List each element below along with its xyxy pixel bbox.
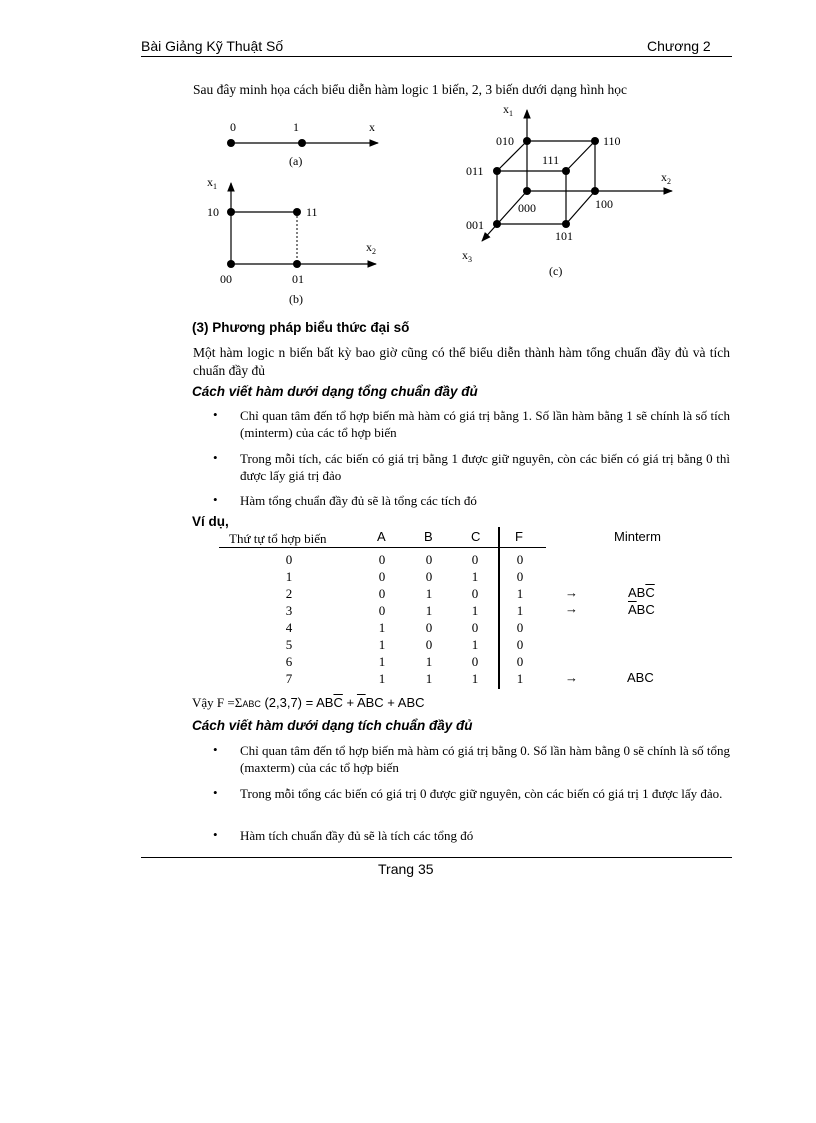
header-title: Bài Giảng Kỹ Thuật Số — [141, 38, 284, 54]
minterm-2: $AB\overline{C}$ — [628, 585, 655, 600]
fig-c-label-110: 110 — [603, 134, 621, 148]
fig-a-caption: (a) — [289, 154, 303, 168]
minterm-arrow-2: → — [565, 585, 578, 600]
table-cell-c: 1 — [471, 603, 479, 618]
fig-a-label-0: 0 — [230, 120, 236, 134]
table-cell-f: 1 — [516, 586, 524, 601]
bullet-glyph: • — [213, 407, 218, 422]
col-header-b: B — [424, 529, 433, 544]
fig-c-vertex-000 — [523, 187, 531, 195]
fig-c-vertex-010 — [523, 137, 531, 145]
table-cell-b: 0 — [425, 637, 433, 652]
col-header-c: C — [471, 529, 481, 544]
geometry-figures — [0, 0, 816, 320]
intro-text: Sau đây minh họa cách biểu diễn hàm logic 1 biến, 2, 3 biến dưới dạng hình học — [193, 82, 627, 97]
fig-b-label-00: 00 — [220, 272, 232, 286]
fig-c-axis-x3 — [482, 191, 527, 241]
table-cell-c: 0 — [471, 654, 479, 669]
table-cell-i: 3 — [285, 603, 293, 618]
table-cell-b: 1 — [425, 654, 433, 669]
table-cell-c: 1 — [471, 671, 479, 686]
col-header-f: F — [515, 529, 523, 544]
sum-bullet-3: Hàm tổng chuẩn đầy đủ sẽ là tổng các tích đó — [240, 493, 477, 508]
table-cell-a: 0 — [378, 586, 386, 601]
table-cell-i: 1 — [285, 569, 293, 584]
col-header-a: A — [377, 529, 386, 544]
fig-c-label-111: 111 — [542, 153, 560, 167]
col-header-minterm: Minterm — [614, 529, 661, 544]
table-cell-i: 4 — [285, 620, 293, 635]
fig-c-vertex-110 — [591, 137, 599, 145]
table-cell-f: 0 — [516, 637, 524, 652]
fig-c-label-101: 101 — [555, 229, 573, 243]
fig-b-point-11 — [293, 208, 301, 216]
fig-c-label-x2: $x_2$ — [661, 170, 671, 186]
fig-b-label-11: 11 — [306, 205, 318, 219]
result-expression: Vậy F =ΣABC $(2,3,7) = AB\overline{C} + \overline{A}BC$ + ABC — [192, 695, 425, 710]
col-header-order: Thứ tự tổ hợp biến — [229, 531, 327, 546]
table-cell-b: 0 — [425, 620, 433, 635]
table-cell-i: 7 — [285, 671, 293, 686]
table-cell-c: 1 — [471, 637, 479, 652]
fig-c-vertex-101 — [562, 220, 570, 228]
table-cell-f: 1 — [516, 671, 524, 686]
section-title: (3) Phương pháp biểu thức đại số — [192, 320, 410, 335]
table-cell-c: 0 — [471, 552, 479, 567]
fig-c-vertex-100 — [591, 187, 599, 195]
table-cell-a: 0 — [378, 552, 386, 567]
footer-divider — [141, 857, 732, 858]
table-header-rule — [219, 547, 546, 548]
table-cell-f: 0 — [516, 620, 524, 635]
fig-b-point-10 — [227, 208, 235, 216]
fig-c-label-x1: $x_1$ — [503, 102, 513, 118]
table-cell-a: 1 — [378, 654, 386, 669]
figure-b — [207, 175, 376, 306]
fig-c-label-000: 000 — [518, 201, 536, 215]
bullet-glyph: • — [213, 827, 218, 842]
fig-b-label-x1: $x_1$ — [207, 175, 217, 191]
table-cell-i: 6 — [285, 654, 293, 669]
page-number: Trang 35 — [378, 861, 434, 877]
fig-c-label-010: 010 — [496, 134, 514, 148]
bullet-glyph: • — [213, 450, 218, 465]
sum-form-heading: Cách viết hàm dưới dạng tổng chuẩn đầy đủ — [192, 384, 478, 399]
prod-bullet-2: Trong mỗi tổng các biến có giá trị 0 được giữ nguyên, còn các biến có giá trị 1 được lấy đảo. — [240, 786, 723, 801]
header-chapter: Chương 2 — [647, 38, 711, 54]
table-cell-b: 0 — [425, 569, 433, 584]
fig-b-label-10: 10 — [207, 205, 219, 219]
table-cell-a: 1 — [378, 671, 386, 686]
fig-b-caption: (b) — [289, 292, 303, 306]
table-cell-i: 5 — [285, 637, 293, 652]
table-cell-a: 0 — [378, 603, 386, 618]
fig-a-point-0 — [227, 139, 235, 147]
table-cell-b: 0 — [425, 552, 433, 567]
fig-c-label-100: 100 — [595, 197, 613, 211]
fig-b-point-01 — [293, 260, 301, 268]
table-cell-b: 1 — [425, 586, 433, 601]
fig-b-label-01: 01 — [292, 272, 304, 286]
product-form-heading: Cách viết hàm dưới dạng tích chuẩn đầy đủ — [192, 718, 473, 733]
table-cell-i: 0 — [285, 552, 293, 567]
section-paragraph: Một hàm logic n biến bất kỳ bao giờ cũng có thể biểu diễn thành hàm tổng chuẩn đầy đủ và tích chuẩn đầy đủ — [193, 345, 730, 378]
table-cell-c: 1 — [471, 569, 479, 584]
figure-a — [227, 120, 378, 168]
minterm-7: ABC — [627, 670, 654, 685]
fig-c-caption: (c) — [549, 264, 563, 278]
bullet-glyph: • — [213, 785, 218, 800]
table-cell-c: 0 — [471, 620, 479, 635]
table-cell-c: 0 — [471, 586, 479, 601]
minterm-3: $\overline{A}BC$ — [628, 602, 655, 617]
sum-bullet-2: Trong mỗi tích, các biến có giá trị bằng 1 được giữ nguyên, còn các biến có giá trị bằng 0 thì được lấy giá trị đảo — [240, 451, 730, 483]
figure-c — [462, 102, 672, 278]
bullet-glyph: • — [213, 742, 218, 757]
fig-b-point-00 — [227, 260, 235, 268]
table-cell-f: 0 — [516, 569, 524, 584]
table-cell-b: 1 — [425, 671, 433, 686]
bullet-glyph: • — [213, 492, 218, 507]
fig-a-point-1 — [298, 139, 306, 147]
table-cell-i: 2 — [285, 586, 293, 601]
fig-c-vertex-011 — [493, 167, 501, 175]
table-cell-f: 0 — [516, 654, 524, 669]
prod-bullet-1: Chỉ quan tâm đến tổ hợp biến mà hàm có giá trị bằng 0. Số lần hàm bằng 0 sẽ chính là số tổng (maxterm) của các tổ hợp biến — [240, 743, 730, 775]
table-cell-f: 1 — [516, 603, 524, 618]
table-vertical-rule — [498, 527, 500, 689]
minterm-arrow-7: → — [565, 670, 578, 685]
fig-c-vertex-001 — [493, 220, 501, 228]
example-label: Ví dụ, — [192, 514, 229, 529]
minterm-arrow-3: → — [565, 601, 578, 616]
fig-c-label-011: 011 — [466, 164, 484, 178]
prod-bullet-3: Hàm tích chuẩn đầy đủ sẽ là tích các tổng đó — [240, 828, 474, 843]
fig-c-vertex-111 — [562, 167, 570, 175]
fig-c-label-x3: $x_3$ — [462, 248, 472, 264]
table-cell-a: 1 — [378, 637, 386, 652]
table-cell-f: 0 — [516, 552, 524, 567]
fig-b-label-x2: $x_2$ — [366, 240, 376, 256]
sum-bullet-1: Chỉ quan tâm đến tổ hợp biến mà hàm có giá trị bằng 1. Số lần hàm bằng 1 sẽ chính là số tích (minterm) của các tổ hợp biến — [240, 408, 730, 440]
fig-a-axis-label: x — [369, 120, 375, 134]
table-cell-a: 0 — [378, 569, 386, 584]
fig-c-label-001: 001 — [466, 218, 484, 232]
table-cell-a: 1 — [378, 620, 386, 635]
fig-a-label-1: 1 — [293, 120, 299, 134]
table-cell-b: 1 — [425, 603, 433, 618]
